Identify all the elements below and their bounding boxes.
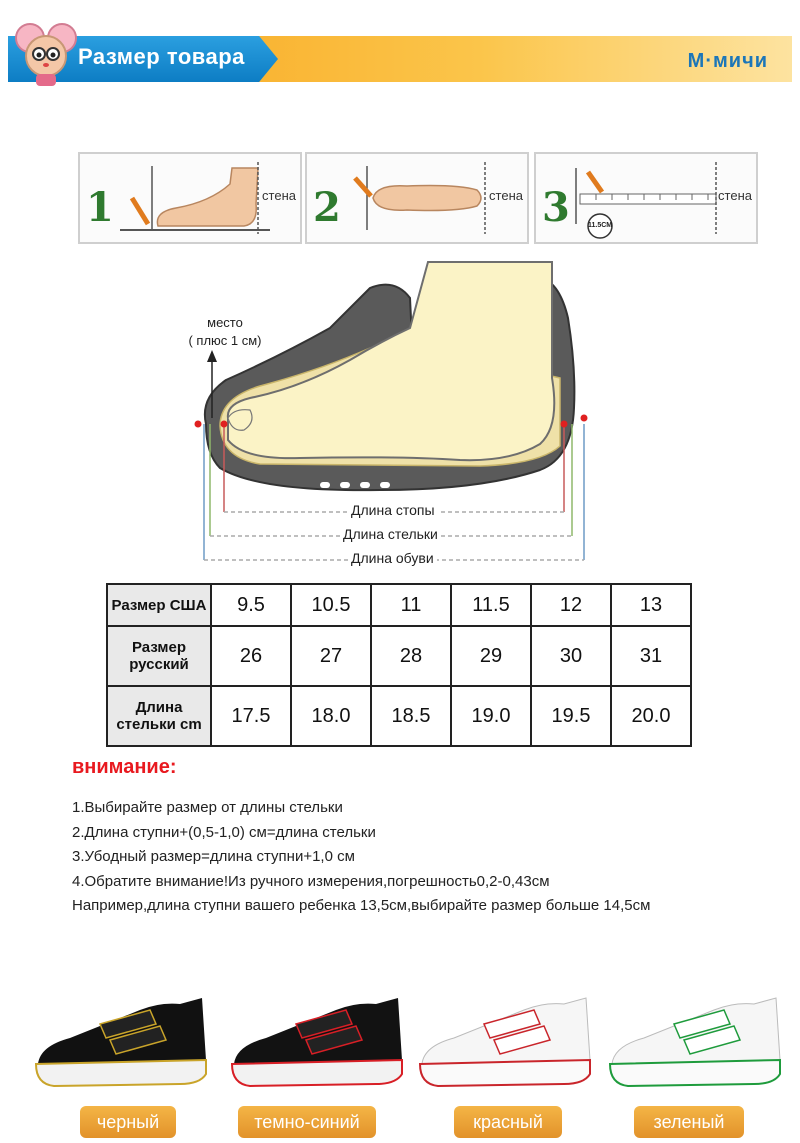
foot-length-label: Длина стопы: [348, 502, 438, 518]
table-cell: 18.5: [371, 686, 451, 746]
step-number: 1: [86, 184, 114, 231]
shoe-navy-image: [226, 990, 406, 1090]
table-cell: 9.5: [211, 584, 291, 626]
shoe-green-image: [604, 990, 784, 1090]
table-cell: 27: [291, 626, 371, 686]
step-number: 2: [313, 184, 341, 231]
shoe-length-label: Длина обуви: [348, 550, 437, 566]
table-cell: 11: [371, 584, 451, 626]
table-cell: 10.5: [291, 584, 371, 626]
table-row: [107, 686, 691, 746]
table-cell: 18.0: [291, 686, 371, 746]
measure-step-1: [78, 152, 302, 244]
brand-logo: M·мичи: [687, 50, 768, 72]
measurement-badge: 11.5CM: [588, 222, 613, 229]
page-title: Размер товара: [78, 44, 245, 69]
measure-step-3: [534, 152, 758, 244]
note-item: 3.Убодный размер=длина ступни+1,0 см: [72, 848, 355, 865]
wall-label: стена: [489, 188, 523, 203]
note-item: 2.Длина ступни+(0,5-1,0) см=длина стельки: [72, 823, 376, 841]
note-item: 4.Обратите внимание!Из ручного измерения,погрешность0,2-0,43см: [72, 872, 550, 890]
note-item: Например,длина ступни вашего ребенка 13,5cм,выбирайте размер больше 14,5cм: [72, 897, 651, 914]
table-cell: 12: [531, 584, 611, 626]
row-header: Размер русский: [107, 626, 211, 686]
wall-label: стена: [262, 188, 296, 203]
measure-step-2: [305, 152, 529, 244]
table-cell: 11.5: [451, 584, 531, 626]
shoe-black-image: [30, 990, 210, 1090]
row-header: Размер США: [107, 584, 211, 626]
notes-list: [72, 796, 650, 919]
shoe-length-diagram: [180, 258, 620, 578]
attention-heading: внимание:: [72, 756, 177, 778]
table-row: [107, 584, 691, 626]
row-header: Длина стельки cm: [107, 686, 211, 746]
table-cell: 26: [211, 626, 291, 686]
table-cell: 17.5: [211, 686, 291, 746]
color-option-navy[interactable]: темно-синий: [238, 1106, 376, 1138]
step-number: 3: [542, 184, 570, 231]
table-cell: 30: [531, 626, 611, 686]
table-cell: 29: [451, 626, 531, 686]
color-option-red[interactable]: красный: [454, 1106, 562, 1138]
table-cell: 28: [371, 626, 451, 686]
table-cell: 19.5: [531, 686, 611, 746]
note-item: 1.Выбирайте размер от длины стельки: [72, 799, 343, 816]
table-cell: 31: [611, 626, 691, 686]
table-cell: 19.0: [451, 686, 531, 746]
size-table: [106, 583, 692, 747]
insole-length-label: Длина стельки: [340, 526, 441, 542]
wall-label: стена: [718, 188, 752, 203]
table-cell: 20.0: [611, 686, 691, 746]
extra-room-label: место ( плюс 1 см): [188, 315, 262, 348]
table-cell: 13: [611, 584, 691, 626]
mouse-mascot-icon: [14, 18, 78, 88]
color-option-green[interactable]: зеленый: [634, 1106, 744, 1138]
color-option-black[interactable]: черный: [80, 1106, 176, 1138]
table-row: [107, 626, 691, 686]
shoe-red-image: [414, 990, 594, 1090]
